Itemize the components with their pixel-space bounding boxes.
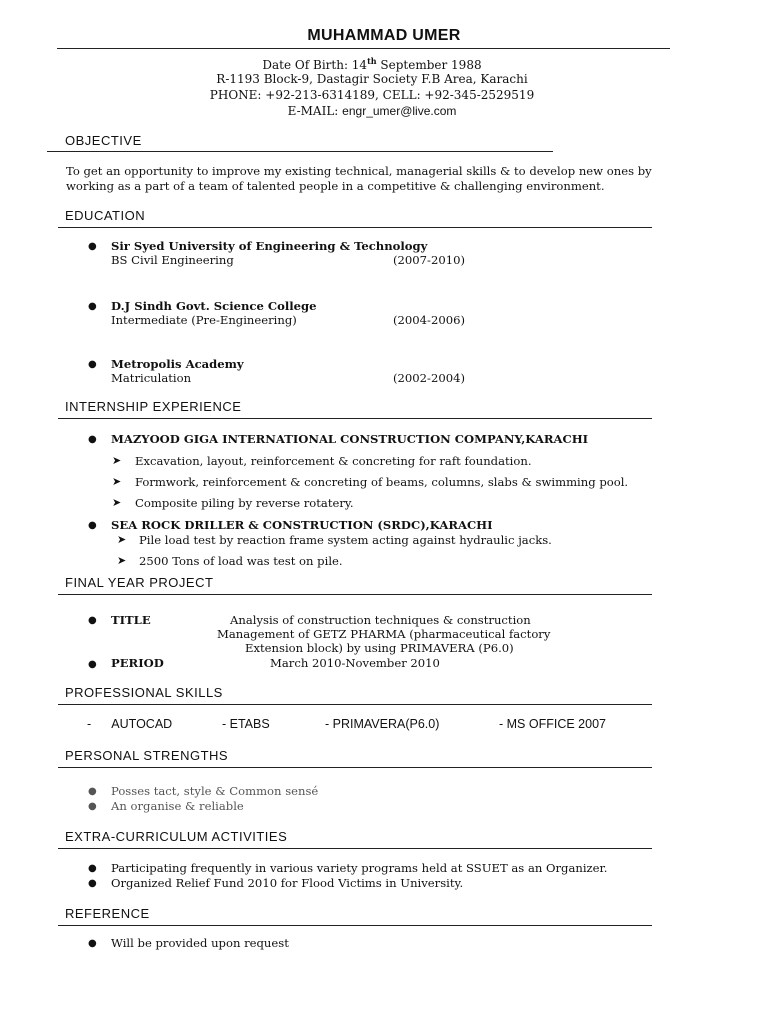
bullet-icon: ●	[88, 878, 97, 889]
activity-item: Organized Relief Fund 2010 for Flood Victims in University.	[111, 876, 464, 890]
bullet-icon: ●	[88, 615, 97, 626]
project-period: March 2010-November 2010	[270, 656, 440, 670]
extra-heading: EXTRA-CURRICULUM ACTIVITIES	[65, 829, 288, 844]
arrow-bullet-icon: ➤	[112, 454, 122, 467]
email-address[interactable]: engr_umer@live.com	[342, 104, 457, 118]
objective-line-2: working as a part of a team of talented people in a competitive & challenging environment.	[66, 179, 605, 193]
education-institution: Metropolis Academy	[111, 357, 244, 371]
objective-heading: OBJECTIVE	[65, 133, 142, 148]
education-degree: BS Civil Engineering	[111, 253, 234, 267]
education-years: (2002-2004)	[393, 371, 465, 385]
project-period-label: PERIOD	[111, 656, 164, 670]
project-title-line-2: Management of GETZ PHARMA (pharmaceutical factory	[217, 627, 551, 641]
education-degree: Intermediate (Pre-Engineering)	[111, 313, 297, 327]
internship-task: Composite piling by reverse rotatery.	[135, 496, 354, 510]
activity-item: Participating frequently in various variety programs held at SSUET as an Organizer.	[111, 861, 608, 875]
objective-rule	[47, 151, 553, 152]
objective-line-1: To get an opportunity to improve my existing technical, managerial skills & to develop new ones by	[66, 164, 652, 178]
bullet-icon: ●	[88, 659, 97, 670]
internship-task: 2500 Tons of load was test on pile.	[139, 554, 343, 568]
education-years: (2004-2006)	[393, 313, 465, 327]
dob-ordinal: th	[367, 56, 377, 66]
arrow-bullet-icon: ➤	[112, 496, 122, 509]
header-rule	[57, 48, 670, 49]
internship-task: Pile load test by reaction frame system acting against hydraulic jacks.	[139, 533, 552, 547]
candidate-name: MUHAMMAD UMER	[307, 27, 461, 44]
date-of-birth	[0, 56, 744, 72]
extra-rule	[58, 848, 652, 849]
dob-suffix: September 1988	[376, 58, 482, 72]
project-heading: FINAL YEAR PROJECT	[65, 575, 214, 590]
reference-heading: REFERENCE	[65, 906, 150, 921]
email-line	[0, 104, 744, 118]
bullet-icon: ●	[88, 863, 97, 874]
education-heading: EDUCATION	[65, 208, 146, 223]
strength-item: Posses tact, style & Common sensé	[111, 784, 319, 798]
skill-primavera: - PRIMAVERA(P6.0)	[325, 717, 440, 731]
internship-heading: INTERNSHIP EXPERIENCE	[65, 399, 242, 414]
internship-task: Excavation, layout, reinforcement & concreting for raft foundation.	[135, 454, 532, 468]
arrow-bullet-icon: ➤	[117, 533, 127, 546]
company-name: MAZYOOD GIGA INTERNATIONAL CONSTRUCTION COMPANY,KARACHI	[111, 432, 589, 446]
address: R-1193 Block-9, Dastagir Society F.B Area, Karachi	[216, 72, 528, 86]
project-title-line-3: Extension block) by using PRIMAVERA (P6.0)	[245, 641, 514, 655]
strengths-heading: PERSONAL STRENGTHS	[65, 748, 229, 763]
bullet-icon: ●	[88, 241, 97, 252]
bullet-icon: ●	[88, 801, 97, 812]
internship-rule	[58, 418, 652, 419]
bullet-icon: ●	[88, 301, 97, 312]
project-rule	[58, 594, 652, 595]
arrow-bullet-icon: ➤	[112, 475, 122, 488]
dob-prefix: Date Of Birth: 14	[262, 58, 368, 72]
phone: PHONE: +92-213-6314189, CELL: +92-345-2529519	[209, 88, 535, 102]
bullet-icon: ●	[88, 520, 97, 531]
bullet-icon: ●	[88, 786, 97, 797]
education-years: (2007-2010)	[393, 253, 465, 267]
company-name: SEA ROCK DRILLER & CONSTRUCTION (SRDC),KARACHI	[111, 518, 493, 532]
bullet-icon: ●	[88, 938, 97, 949]
skill-etabs: - ETABS	[222, 717, 270, 731]
skill-autocad: - AUTOCAD	[87, 717, 173, 731]
reference-rule	[58, 925, 652, 926]
education-institution: Sir Syed University of Engineering & Technology	[111, 239, 428, 253]
strength-item: An organise & reliable	[111, 799, 244, 813]
arrow-bullet-icon: ➤	[117, 554, 127, 567]
email-label: E-MAIL:	[287, 104, 339, 118]
skills-rule	[58, 704, 652, 705]
project-title-line-1: Analysis of construction techniques & construction	[230, 613, 531, 627]
internship-task: Formwork, reinforcement & concreting of beams, columns, slabs & swimming pool.	[135, 475, 629, 489]
education-rule	[58, 227, 652, 228]
skill-ms-office: - MS OFFICE 2007	[499, 717, 606, 731]
strengths-rule	[58, 767, 652, 768]
education-degree: Matriculation	[111, 371, 192, 385]
reference-item: Will be provided upon request	[111, 936, 289, 950]
education-institution: D.J Sindh Govt. Science College	[111, 299, 317, 313]
bullet-icon: ●	[88, 359, 97, 370]
project-title-label: TITLE	[111, 613, 151, 627]
skills-heading: PROFESSIONAL SKILLS	[65, 685, 223, 700]
bullet-icon: ●	[88, 434, 97, 445]
